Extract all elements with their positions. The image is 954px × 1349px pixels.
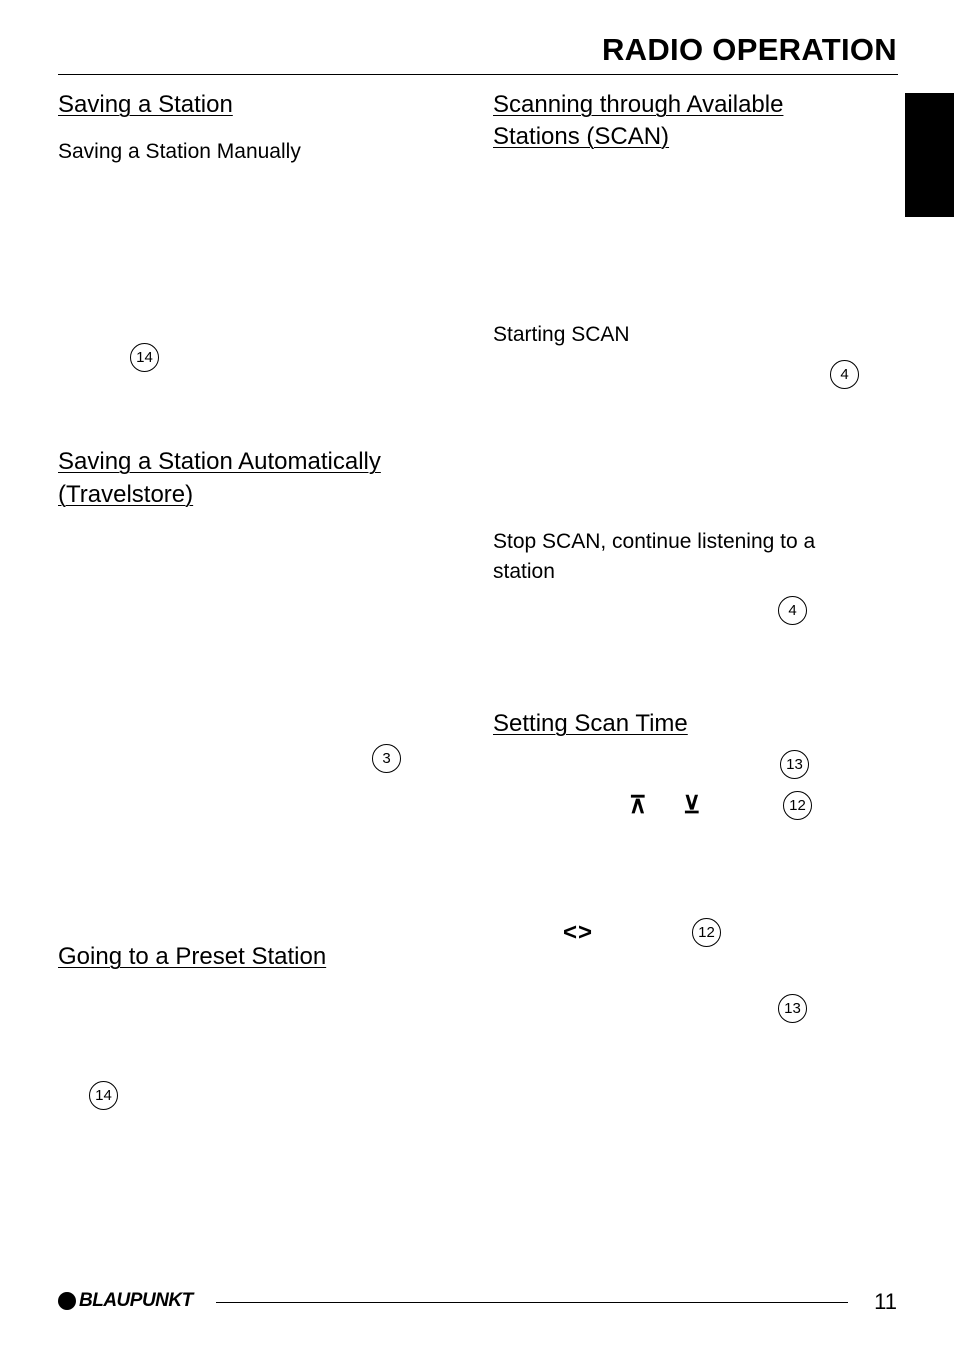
control-ref-13: 13	[780, 750, 809, 779]
control-ref-13: 13	[778, 994, 807, 1023]
heading-scan-line2: Stations (SCAN)	[493, 123, 670, 150]
heading-travelstore-line1: Saving a Station Automatically	[58, 448, 381, 475]
subheading-stop-scan-line1: Stop SCAN, continue listening to a	[493, 530, 816, 553]
control-ref-14: 14	[89, 1081, 118, 1110]
heading-setting-scan-time: Setting Scan Time	[493, 710, 688, 737]
control-ref-3: 3	[372, 744, 401, 773]
page-number: 11	[874, 1289, 897, 1314]
subheading-saving-manually: Saving a Station Manually	[58, 140, 301, 163]
page-title: RADIO OPERATION	[602, 32, 897, 67]
heading-preset-station: Going to a Preset Station	[58, 943, 327, 970]
subheading-stop-scan-line2: station	[493, 560, 555, 583]
control-ref-12: 12	[783, 791, 812, 820]
subheading-starting-scan: Starting SCAN	[493, 323, 630, 346]
up-arrow-icon: ⊼	[629, 792, 647, 819]
heading-scan-line1: Scanning through Available	[493, 91, 784, 118]
brand-logo	[58, 1289, 193, 1313]
title-divider	[58, 74, 898, 75]
control-ref-14: 14	[130, 343, 159, 372]
language-tab-marker	[905, 93, 954, 217]
brand-name: BLAUPUNKT	[79, 1290, 193, 1311]
heading-saving-station: Saving a Station	[58, 91, 233, 118]
left-right-arrow-icon: <>	[563, 919, 594, 946]
footer-divider	[216, 1302, 848, 1303]
control-ref-12: 12	[692, 918, 721, 947]
control-ref-4: 4	[830, 360, 859, 389]
down-arrow-icon: ⊻	[683, 792, 701, 819]
logo-dot-icon	[58, 1292, 76, 1310]
heading-travelstore-line2: (Travelstore)	[58, 481, 194, 508]
control-ref-4: 4	[778, 596, 807, 625]
